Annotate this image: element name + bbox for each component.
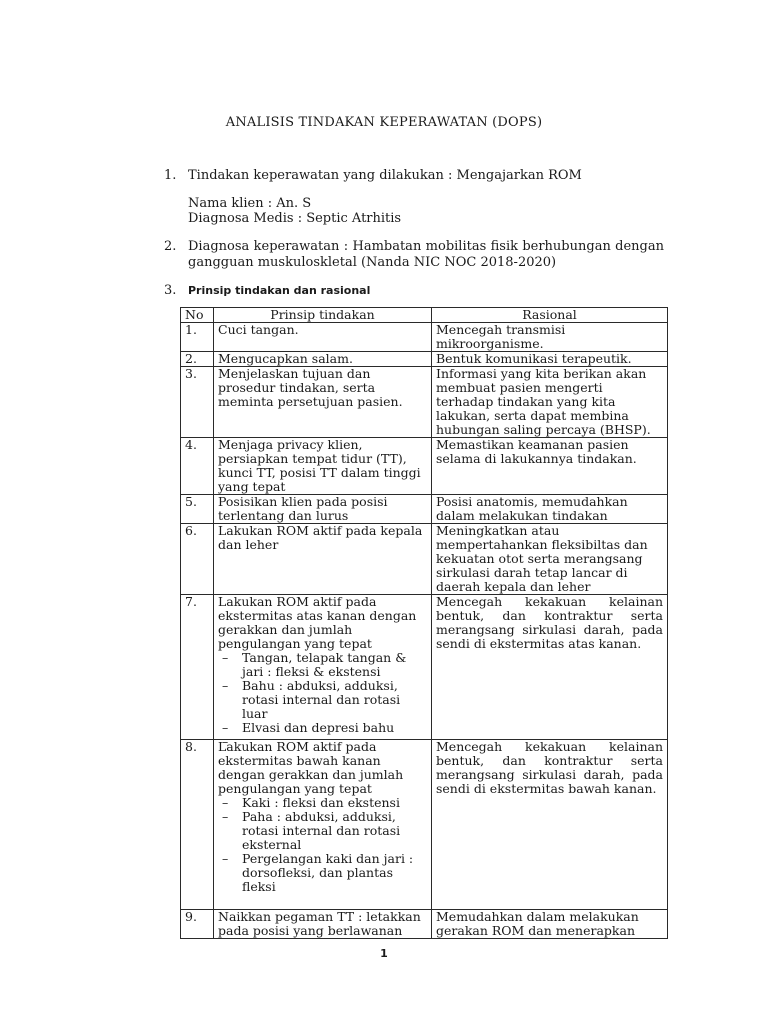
row-principle bbox=[214, 595, 432, 740]
table-row bbox=[181, 495, 668, 524]
table-row bbox=[181, 323, 668, 352]
header-rationale: Rasional bbox=[432, 308, 668, 323]
row-number: 5. bbox=[181, 495, 214, 524]
row-principle bbox=[214, 740, 432, 910]
substep-list bbox=[218, 651, 427, 735]
section-heading: Prinsip tindakan dan rasional bbox=[188, 284, 371, 297]
substep-item: – Paha : abduksi, adduksi, rotasi internal dan rotasi eksternal bbox=[242, 810, 427, 852]
row-number: 3. bbox=[181, 367, 214, 438]
medical-diagnosis: Diagnosa Medis : Septic Atrhitis bbox=[188, 211, 402, 226]
row-principle: Cuci tangan. bbox=[214, 323, 432, 352]
row-number: 9. bbox=[181, 910, 214, 939]
table-row bbox=[181, 367, 668, 438]
table-row bbox=[181, 595, 668, 740]
principle-text: Lakukan ROM aktif pada ekstermitas bawah kanan dengan gerakkan dan jumlah pengulangan yang tepat bbox=[218, 739, 404, 796]
row-number: 4. bbox=[181, 438, 214, 495]
principle-text: Lakukan ROM aktif pada ekstermitas atas kanan dengan gerakkan dan jumlah pengulangan yang tepat bbox=[218, 594, 417, 651]
table-row bbox=[181, 352, 668, 367]
row-rationale: Meningkatkan atau mempertahankan fleksibiltas dan kekuatan otot serta merangsang sirkulasi darah tetap lancar di daerah kepala dan leher bbox=[432, 524, 668, 595]
header-no: No bbox=[181, 308, 214, 323]
substep-item: – Elvasi dan depresi bahu bbox=[242, 721, 427, 735]
row-principle: Naikkan pegaman TT : letakkan pada posisi yang berlawanan bbox=[214, 910, 432, 939]
row-principle: Lakukan ROM aktif pada kepala dan leher bbox=[214, 524, 432, 595]
section-3 bbox=[164, 283, 664, 298]
section-2 bbox=[164, 239, 664, 271]
row-rationale: Bentuk komunikasi terapeutik. bbox=[432, 352, 668, 367]
header-principle: Prinsip tindakan bbox=[214, 308, 432, 323]
page-title: ANALISIS TINDAKAN KEPERAWATAN (DOPS) bbox=[225, 115, 543, 130]
row-principle: Menjaga privacy klien, persiapkan tempat tidur (TT), kunci TT, posisi TT dalam tinggi yang tepat bbox=[214, 438, 432, 495]
substep-list bbox=[218, 796, 427, 894]
row-principle: Mengucapkan salam. bbox=[214, 352, 432, 367]
row-rationale: Posisi anatomis, memudahkan dalam melakukan tindakan bbox=[432, 495, 668, 524]
client-name: Nama klien : An. S bbox=[188, 196, 312, 211]
row-rationale: Mencegah kekakuan kelainan bentuk, dan kontraktur serta merangsang sirkulasi darah, pada sendi di ekstermitas bawah kanan. bbox=[432, 740, 668, 910]
substep-item: – Pergelangan kaki dan jari : dorsofleksi, dan plantas fleksi bbox=[242, 852, 427, 894]
substep-item: – Bahu : abduksi, adduksi, rotasi internal dan rotasi luar bbox=[242, 679, 427, 721]
row-number: 7. bbox=[181, 595, 214, 740]
table-header-row bbox=[181, 308, 668, 323]
section-number: 2. bbox=[164, 239, 177, 254]
row-rationale: Mencegah kekakuan kelainan bentuk, dan kontraktur serta merangsang sirkulasi darah, pada sendi di ekstermitas atas kanan. bbox=[432, 595, 668, 740]
row-number: 6. bbox=[181, 524, 214, 595]
row-principle: Posisikan klien pada posisi terlentang dan lurus bbox=[214, 495, 432, 524]
row-rationale: Mencegah transmisi mikroorganisme. bbox=[432, 323, 668, 352]
table-row bbox=[181, 740, 668, 910]
table-row bbox=[181, 438, 668, 495]
row-rationale: Informasi yang kita berikan akan membuat pasien mengerti terhadap tindakan yang kita lakukan, serta dapat membina hubungan saling percaya (BHSP). bbox=[432, 367, 668, 438]
row-rationale: Memudahkan dalam melakukan gerakan ROM dan menerapkan bbox=[432, 910, 668, 939]
table-row bbox=[181, 524, 668, 595]
table-row bbox=[181, 910, 668, 939]
nursing-diagnosis: Diagnosa keperawatan : Hambatan mobilitas fisik berhubungan dengan gangguan muskuloskletal (Nanda NIC NOC 2018-2020) bbox=[188, 239, 664, 270]
row-principle: Menjelaskan tujuan dan prosedur tindakan, serta meminta persetujuan pasien. bbox=[214, 367, 432, 438]
action-line: Tindakan keperawatan yang dilakukan : Mengajarkan ROM bbox=[188, 168, 582, 183]
page-number: 1 bbox=[380, 947, 388, 960]
row-number: 8. bbox=[181, 740, 214, 910]
substep-item: – Tangan, telapak tangan & jari : fleksi & ekstensi bbox=[242, 651, 427, 679]
row-rationale: Memastikan keamanan pasien selama di lakukannya tindakan. bbox=[432, 438, 668, 495]
section-number: 3. bbox=[164, 283, 177, 298]
substep-item: – Kaki : fleksi dan ekstensi bbox=[242, 796, 427, 810]
principle-table bbox=[180, 307, 668, 939]
row-number: 1. bbox=[181, 323, 214, 352]
row-number: 2. bbox=[181, 352, 214, 367]
section-number: 1. bbox=[164, 168, 177, 183]
section-1 bbox=[164, 168, 664, 226]
